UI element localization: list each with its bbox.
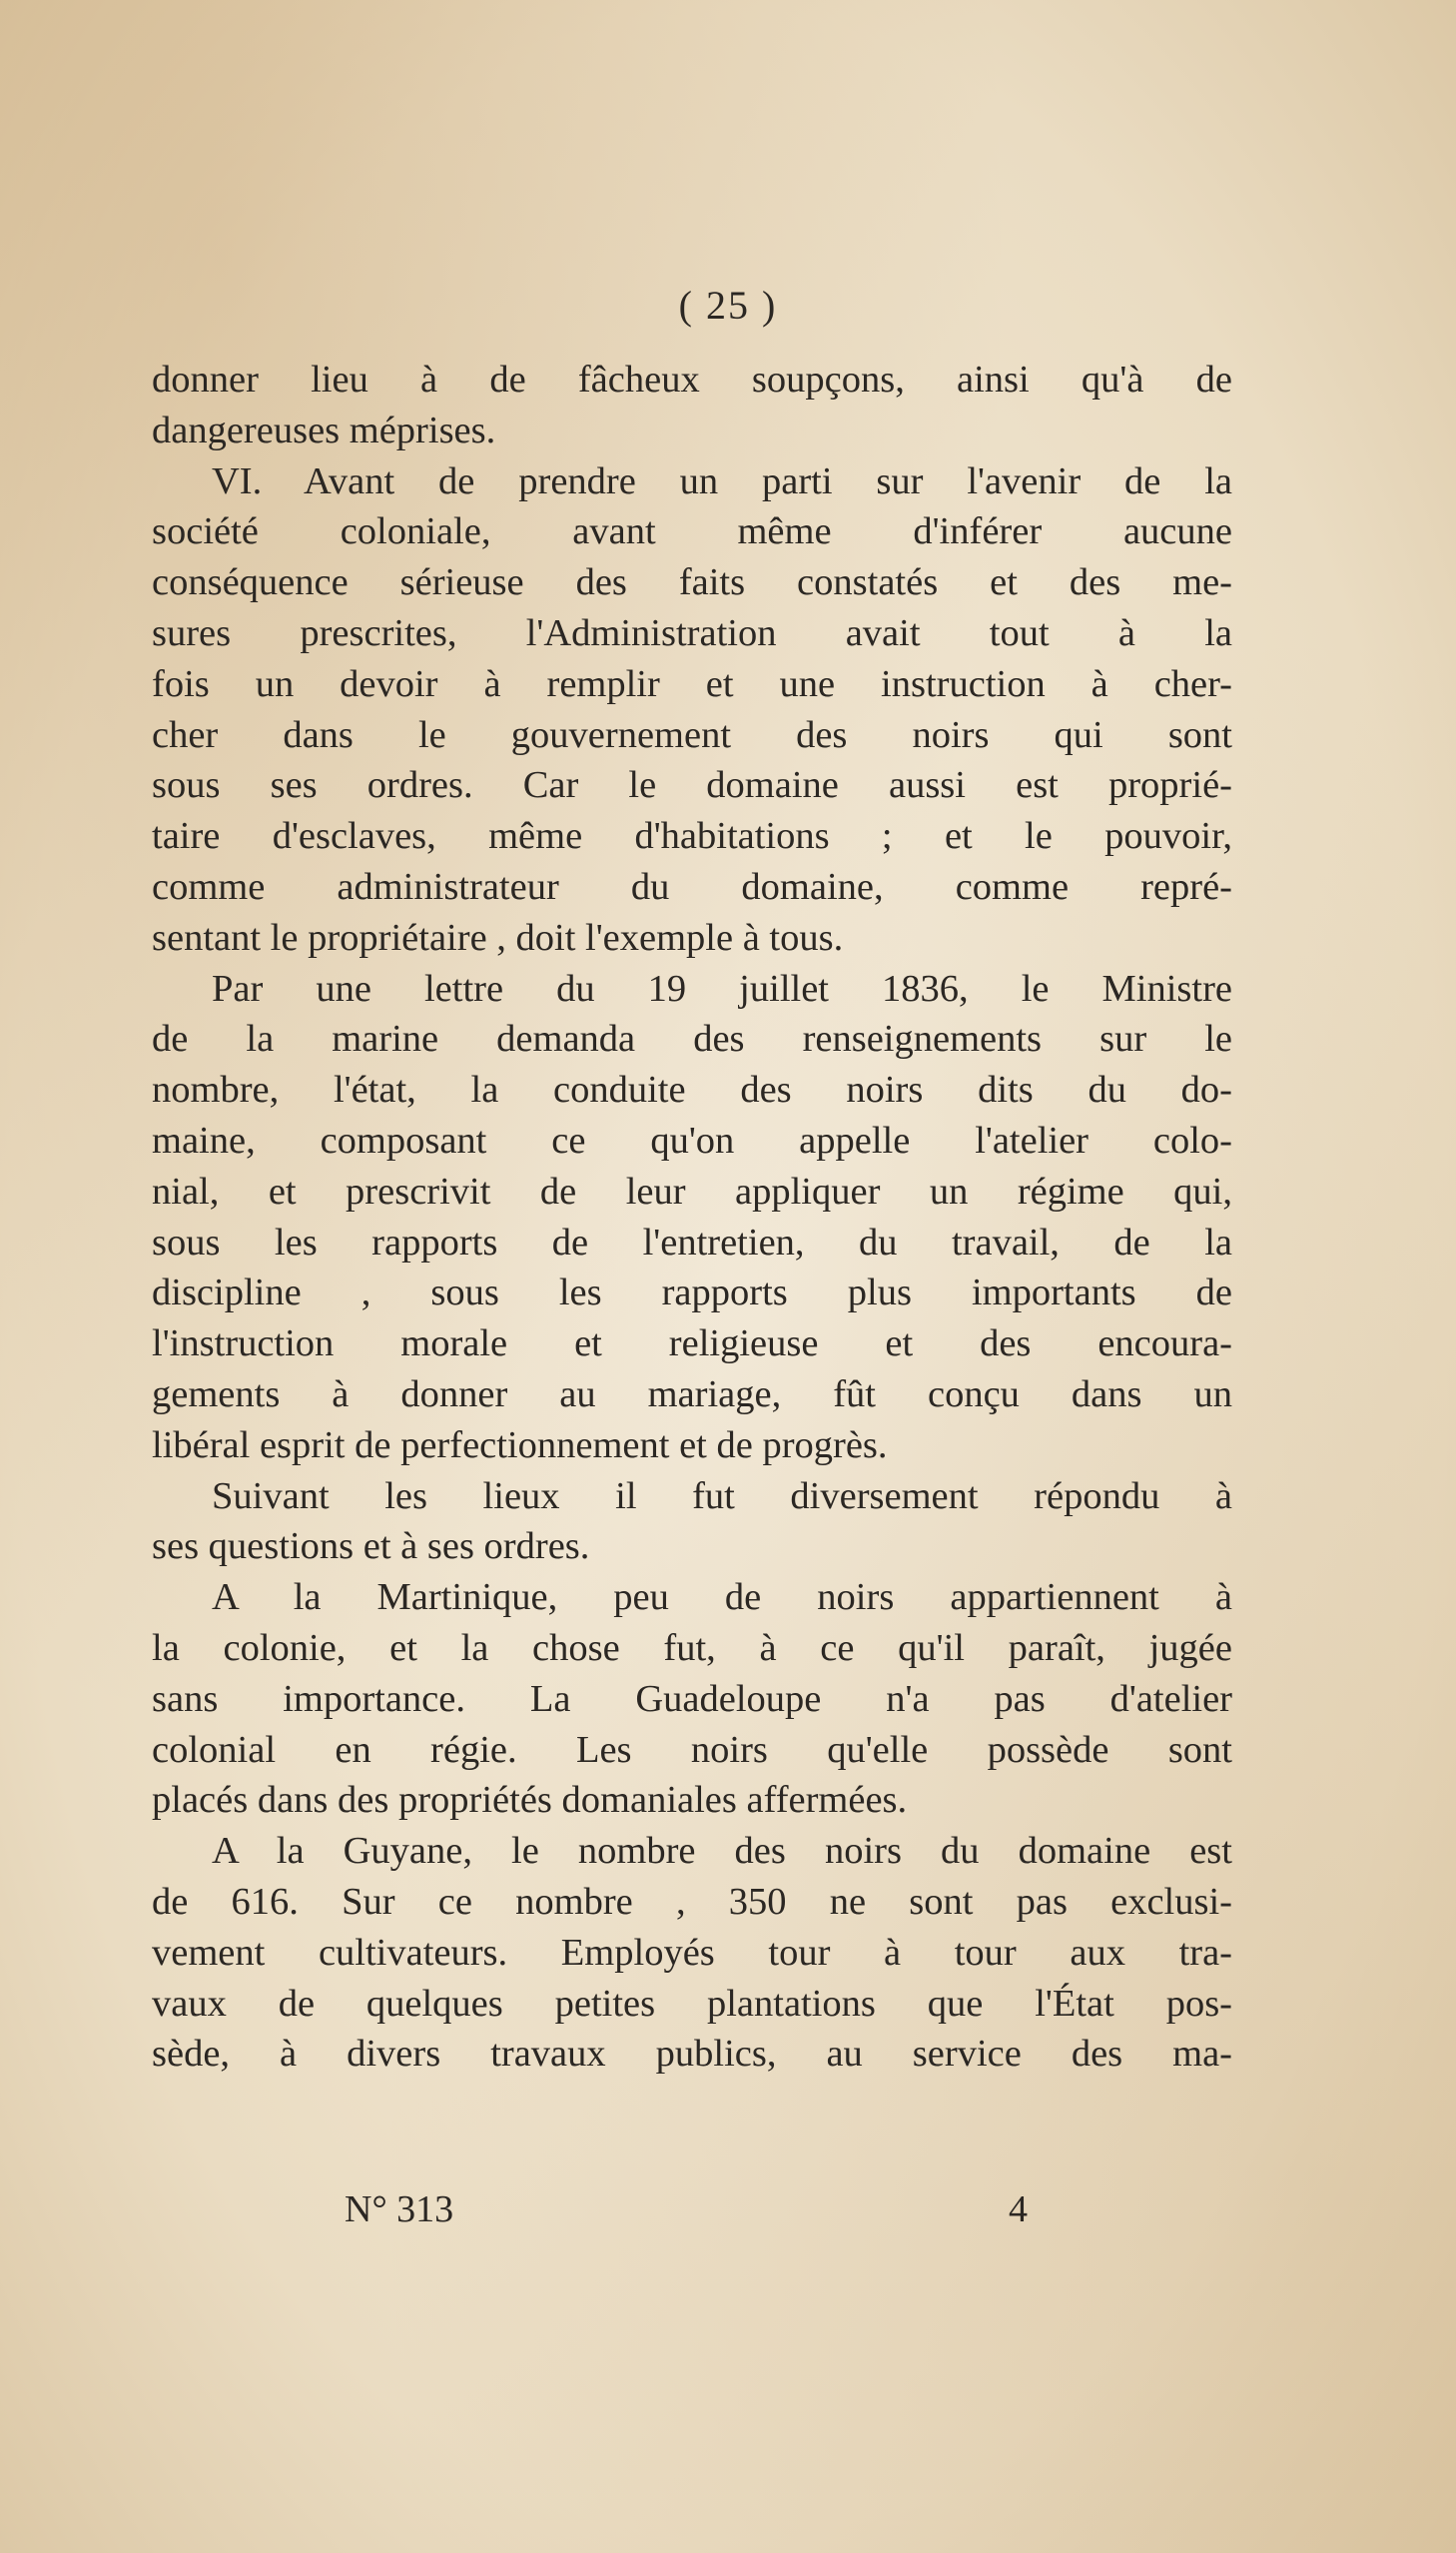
text-line: de 616. Sur ce nombre , 350 ne sont pas exclusi- <box>152 1880 1232 1923</box>
text-line: nombre, l'état, la conduite des noirs dits du do- <box>152 1069 1232 1112</box>
text-line: A la Martinique, peu de noirs appartiennent à <box>212 1576 1232 1619</box>
text-line: nial, et prescrivit de leur appliquer un régime qui, <box>152 1170 1232 1213</box>
text-line: l'instruction morale et religieuse et des encoura- <box>152 1322 1232 1365</box>
text-line: Suivant les lieux il fut diversement répondu à <box>212 1474 1232 1517</box>
text-line: sède, à divers travaux publics, au service des ma- <box>152 2033 1232 2076</box>
text-line: gements à donner au mariage, fût conçu dans un <box>152 1372 1232 1415</box>
text-line: colonial en régie. Les noirs qu'elle possède sont <box>152 1728 1232 1771</box>
text-line: libéral esprit de perfectionnement et de progrès. <box>152 1423 888 1466</box>
text-line: ses questions et à ses ordres. <box>152 1525 590 1568</box>
text-line: de la marine demanda des renseignements sur le <box>152 1018 1232 1061</box>
text-line: cher dans le gouvernement des noirs qui sont <box>152 713 1232 756</box>
text-line: donner lieu à de fâcheux soupçons, ainsi qu'à de <box>152 359 1232 401</box>
text-line: Par une lettre du 19 juillet 1836, le Ministre <box>212 967 1232 1010</box>
text-line: conséquence sérieuse des faits constatés et des me- <box>152 561 1232 604</box>
sheet-number: 4 <box>1009 2188 1028 2230</box>
text-line: dangereuses méprises. <box>152 409 496 451</box>
text-line: discipline , sous les rapports plus importants de <box>152 1272 1232 1314</box>
page-footer <box>0 2187 1456 2237</box>
text-line: vement cultivateurs. Employés tour à tour aux tra- <box>152 1931 1232 1974</box>
text-line: sans importance. La Guadeloupe n'a pas d'atelier <box>152 1677 1232 1720</box>
text-line: vaux de quelques petites plantations que l'État pos- <box>152 1982 1232 2025</box>
text-line: fois un devoir à remplir et une instruction à cher- <box>152 662 1232 705</box>
text-line: sures prescrites, l'Administration avait tout à la <box>152 611 1232 654</box>
text-line: VI. Avant de prendre un parti sur l'avenir de la <box>212 459 1232 502</box>
text-line: taire d'esclaves, même d'habitations ; et le pouvoir, <box>152 815 1232 858</box>
text-line: sous les rapports de l'entretien, du travail, de la <box>152 1221 1232 1264</box>
text-line: sous ses ordres. Car le domaine aussi est proprié- <box>152 764 1232 807</box>
text-line: la colonie, et la chose fut, à ce qu'il paraît, jugée <box>152 1626 1232 1669</box>
text-line: société coloniale, avant même d'inférer aucune <box>152 510 1232 553</box>
text-line: maine, composant ce qu'on appelle l'atelier colo- <box>152 1119 1232 1162</box>
page-number: ( 25 ) <box>678 283 778 328</box>
text-line: comme administrateur du domaine, comme repré- <box>152 865 1232 908</box>
text-line: placés dans des propriétés domaniales affermées. <box>152 1779 908 1822</box>
text-line: A la Guyane, le nombre des noirs du domaine est <box>212 1830 1232 1873</box>
text-line: sentant le propriétaire , doit l'exemple à tous. <box>152 916 844 959</box>
body-text <box>152 355 1232 2080</box>
signature-mark: N° 313 <box>345 2188 454 2230</box>
